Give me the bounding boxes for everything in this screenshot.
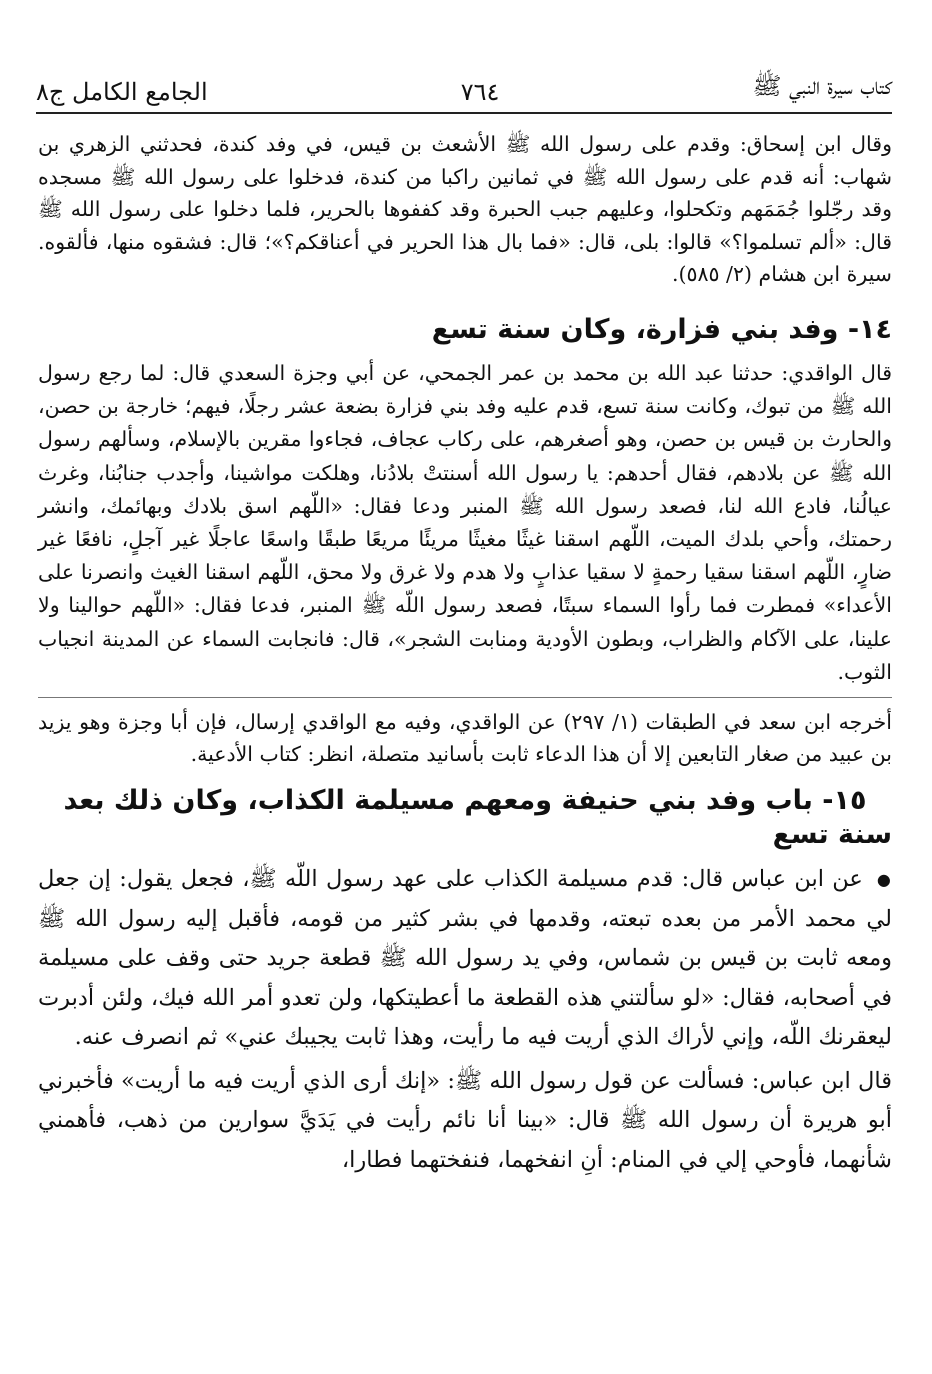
volume-title: الجامع الكامل ج٨ <box>36 78 208 106</box>
paragraph-musaylima-text: عن ابن عباس قال: قدم مسيلمة الكذاب على عهد رسول اللّه ﷺ، فجعل يقول: إن جعل لي محمد الأمر من بعده تبعته، وقدمها في بشر كثير من قومه، فأقبل إليه رسول الله ﷺ ومعه ثابت بن قيس بن شماس، وفي يد رسول الله ﷺ قطعة جريد حتى وقف على مسيلمة في أصحابه، فقال: «لو سألتني هذه القطعة ما أعطيتكها، ولن تعدو أمر الله فيك، ولئن أدبرت ليعقرنك اللّه، وإني لأراك الذي أريت فيه ما رأيت، وهذا ثابت يجيبك عني» ثم انصرف عنه. <box>38 866 892 1051</box>
section-heading-fazara: ١٤- وفد بني فزارة، وكان سنة تسع <box>431 313 892 345</box>
paragraph-fazara-narration: قال الواقدي: حدثنا عبد الله بن محمد بن عمر الجمحي، عن أبي وجزة السعدي قال: لما رجع رسول الله ﷺ من تبوك، وكانت سنة تسع، قدم عليه وفد بني فزارة بضعة عشر رجلًا، فيهم؛ خارجة بن حصن، والحارث بن قيس بن حصن، وهو أصغرهم، على ركاب عجاف، فجاءوا مقرين بالإسلام، وسألهم رسول الله ﷺ عن بلادهم، فقال أحدهم: يا رسول الله أسنتتْ بلادُنا، وهلكت مواشينا، وأجدب جنابُنا، وغرث عيالُنا، فادع الله لنا، فصعد رسول الله ﷺ المنبر ودعا فقال: «اللّهم اسق بلادك وبهائمك، وانشر رحمتك، وأحي بلدك الميت، اللّهم اسقنا غيثًا مغيثًا مريئًا مريعًا طبقًا واسعًا عاجلًا غير آجلٍ، نافعًا غير ضارٍ، اللّهم اسقنا سقيا رحمةٍ لا سقيا عذابٍ ولا هدم ولا غرق ولا محق، اللّهم اسقنا الغيث وانصرنا على الأعداء» فمطرت فما رأوا السماء سبتًا، فصعد رسول اللّه ﷺ المنبر، فدعا فقال: «اللّهم حوالينا ولا علينا، على الآكام والظراب، وبطون الأودية ومنابت الشجر»، قال: فانجابت السماء عن المدينة انجياب الثوب. <box>38 360 892 684</box>
paragraph-takhrij-note: أخرجه ابن سعد في الطبقات (١/ ٢٩٧) عن الواقدي، وفيه مع الواقدي إرسال، فإن أبا وجزة وهو يزيد بن عبيد من صغار التابعين إلا أن هذا الدعاء ثابت بأسانيد متصلة، انظر: كتاب الأدعية. <box>38 710 892 766</box>
paragraph-musaylima-hadith <box>38 860 892 1058</box>
page-body <box>38 128 892 1180</box>
paragraph-kinda-delegation: وقال ابن إسحاق: وقدم على رسول الله ﷺ الأشعث بن قيس، في وفد كندة، فحدثني الزهري بن شهاب: أنه قدم على رسول الله ﷺ في ثمانين راكبا من كندة، فدخلوا على رسول الله ﷺ مسجده وقد رجّلوا جُمَمَهم وتكحلوا، وعليهم جبب الحبرة وقد كففوها بالحرير، فلما دخلوا على رسول الله ﷺ قال: «ألم تسلموا؟» قالوا: بلى، قال: «فما بال هذا الحرير في أعناقكم؟»؛ قال: فشقوه منها، فألقوه. سيرة ابن هشام (٢/ ٥٨٥). <box>38 132 892 287</box>
page-header <box>36 68 892 114</box>
paragraph-ibn-abbas: قال ابن عباس: فسألت عن قول رسول الله ﷺ: «إنك أرى الذي أريت فيه ما أريت» فأخبرني أبو هريرة أن رسول الله ﷺ قال: «بينا أنا نائم رأيت في يَدَيَّ سوارين من ذهب، فأهمني شأنهما، فأوحي إلي في المنام: أنِ انفخهما، فنفختهما فطارا، <box>38 1067 892 1173</box>
divider <box>38 697 892 698</box>
bullet-icon: ● <box>876 870 892 890</box>
page-number: ٧٦٤ <box>460 78 500 106</box>
section-heading-hanifa: ١٥- باب وفد بني حنيفة ومعهم مسيلمة الكذاب، وكان ذلك بعد سنة تسع <box>63 785 892 850</box>
book-title: كتاب سيرة النبي ﷺ <box>752 72 892 100</box>
